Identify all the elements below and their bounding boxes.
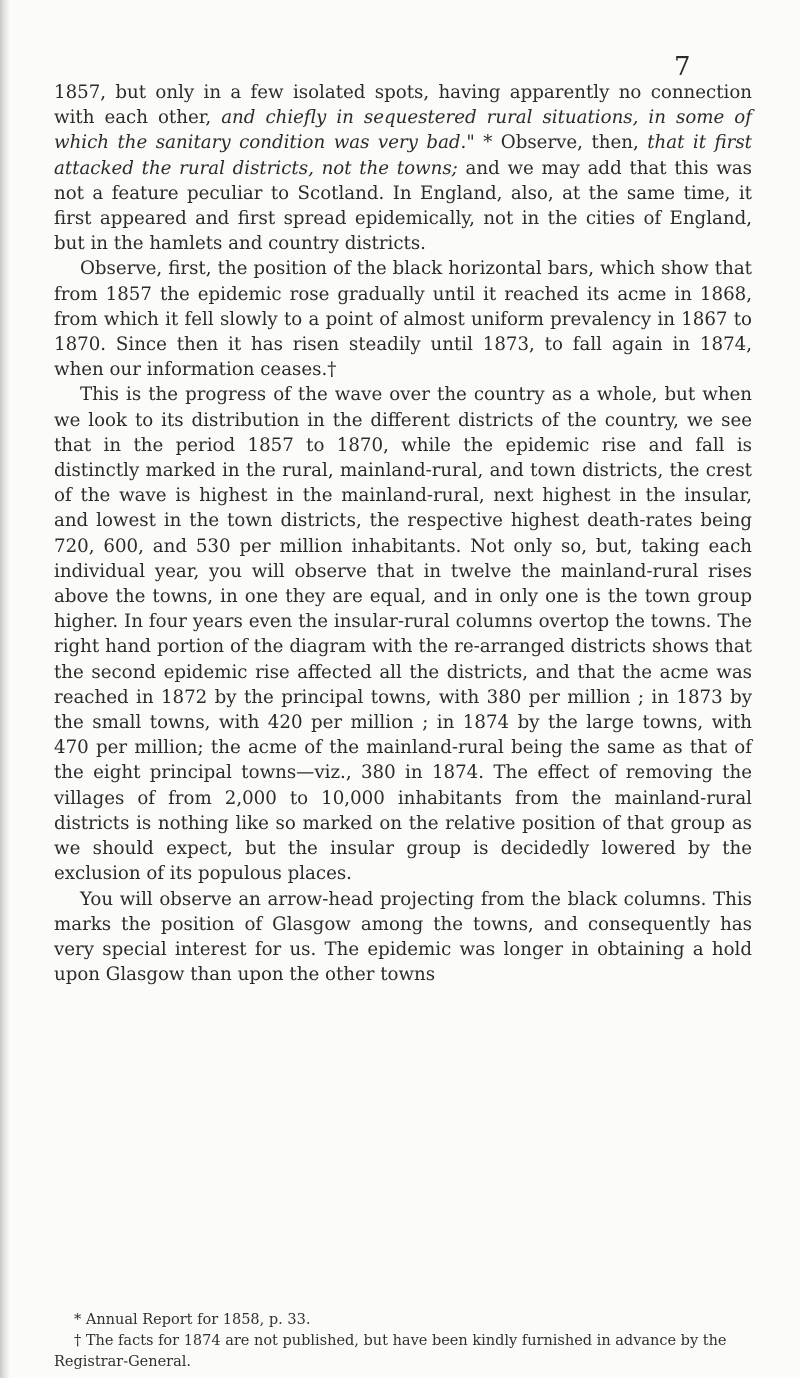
text-segment: Observe, first, the position of the black horizontal bars, which show that from 1857 the epidemic rose gradually until it reached its acme in 1868, from which it fell slowly to a point of almost uniform prevalency in 1867 to 1870. Since then it has risen steadily until 1873, to fall again in 1874, when our information ceases.†: [54, 258, 752, 381]
italic-segment: that it first attacked the rural districts, not the towns;: [54, 132, 752, 179]
footnote-2: † The facts for 1874 are not published, but have been kindly furnished in advance by the Registrar-General.: [54, 1333, 727, 1370]
page-binding-shadow: [0, 0, 10, 1378]
text-segment: 1857, but only in a few isolated spots, having apparently no connection with each other,: [54, 82, 752, 129]
footnote-1: * Annual Report for 1858, p. 33.: [74, 1312, 311, 1328]
paragraph-3: [54, 382, 752, 886]
footnotes: [54, 1310, 752, 1373]
text-segment: " * Observe, then,: [466, 132, 648, 154]
paragraph-1: [54, 80, 752, 256]
text-segment: This is the progress of the wave over the country as a whole, but when we look to its distribution in the different districts of the country, we see that in the period 1857 to 1870, while the epidemic rise and fall is distinctly marked in the rural, mainland-rural, and town districts, the crest of the wave is highest in the mainland-rural, next highest in the insular, and lowest in the town districts, the respective highest death-rates being 720, 600, and 530 per million inhabitants. Not only so, but, taking each individual year, you will observe that in twelve the mainland-rural rises above the towns, in one they are equal, and in only one is the town group higher. In four years even the insular-rural columns overtop the towns. The right hand portion of the diagram with the re-arranged districts shows that the second epidemic rise affected all the districts, and that the acme was reached in 1872 by the principal towns, with 380 per million ; in 1873 by the small towns, with 420 per million ; in 1874 by the large towns, with 470 per million; the acme of the mainland-rural being the same as that of the eight principal towns—viz., 380 in 1874. The effect of removing the villages of from 2,000 to 10,000 inhabitants from the mainland-rural districts is nothing like so marked on the relative position of that group as we should expect, but the insular group is decidedly lowered by the exclusion of its populous places.: [54, 384, 752, 885]
paragraph-2: [54, 256, 752, 382]
text-segment: and we may add that this was not a feature peculiar to Scotland. In England, also, at the same time, it first appeared and first spread epidemically, not in the cities of England, but in the hamlets and country districts.: [54, 157, 752, 255]
paragraph-4: [54, 887, 752, 988]
italic-segment: and chiefly in sequestered rural situations, in some of which the sanitary condition was very bad.: [54, 107, 752, 154]
text-segment: You will observe an arrow-head projecting from the black columns. This marks the position of Glasgow among the towns, and consequently has very special interest for us. The epidemic was longer in obtaining a hold upon Glasgow than upon the other towns: [54, 888, 752, 986]
body-text: [54, 80, 752, 987]
page-number: 7: [674, 52, 691, 82]
